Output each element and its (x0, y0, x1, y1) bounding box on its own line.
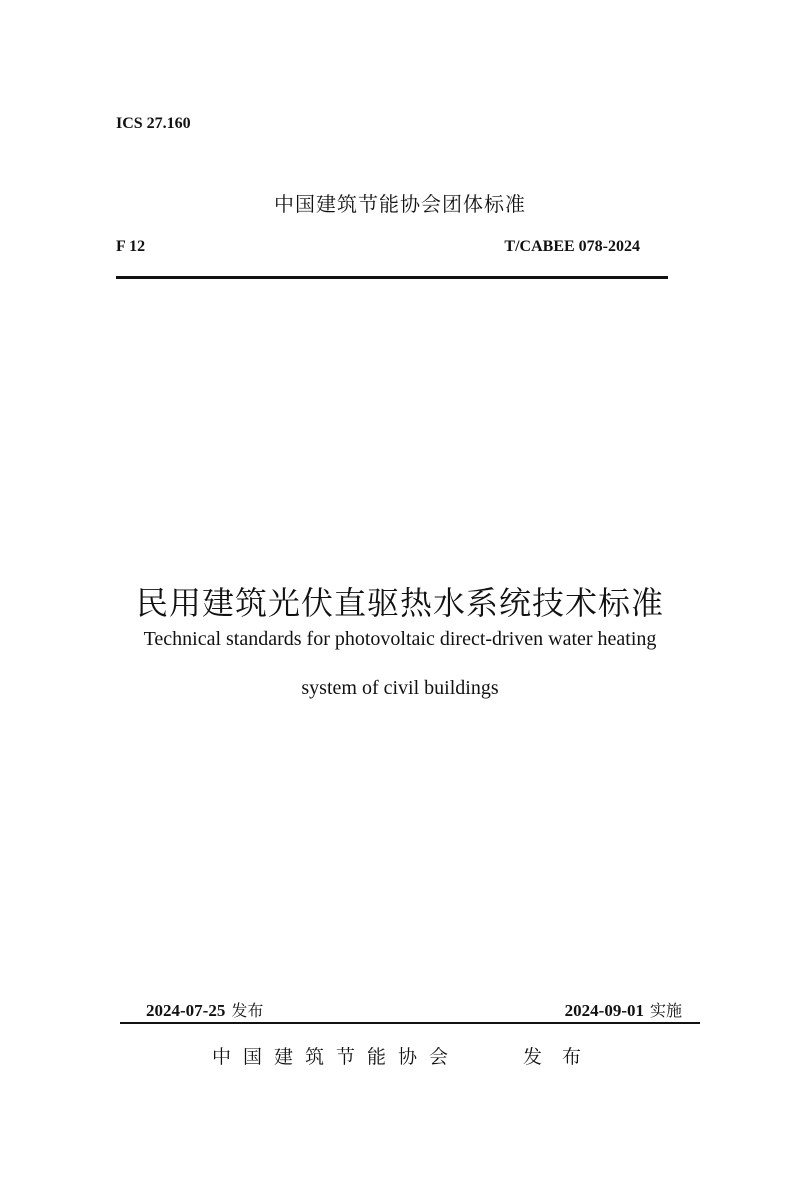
issue-date-value: 2024-07-25 (146, 1001, 226, 1020)
publish-label: 发布 (523, 1046, 602, 1068)
standard-number: T/CABEE 078-2024 (504, 238, 640, 255)
org-standard-heading: 中国建筑节能协会团体标准 (274, 192, 526, 216)
footer-divider (120, 1022, 700, 1024)
issue-date (146, 998, 263, 1021)
ics-code: ICS 27.160 (116, 115, 191, 132)
issue-date-label: 发布 (231, 1001, 264, 1020)
title-english-line-1: Technical standards for photovoltaic direct-driven water heating (143, 628, 657, 650)
classification-code: F 12 (116, 238, 146, 255)
implementation-date (565, 998, 682, 1021)
header-divider (116, 276, 668, 279)
title-chinese: 民用建筑光伏直驱热水系统技术标准 (135, 584, 664, 622)
implementation-date-value: 2024-09-01 (564, 1001, 644, 1020)
publisher-name: 中国建筑节能协会 (212, 1046, 461, 1068)
title-english-line-2: system of civil buildings (301, 677, 499, 699)
implementation-date-label: 实施 (649, 1001, 682, 1020)
